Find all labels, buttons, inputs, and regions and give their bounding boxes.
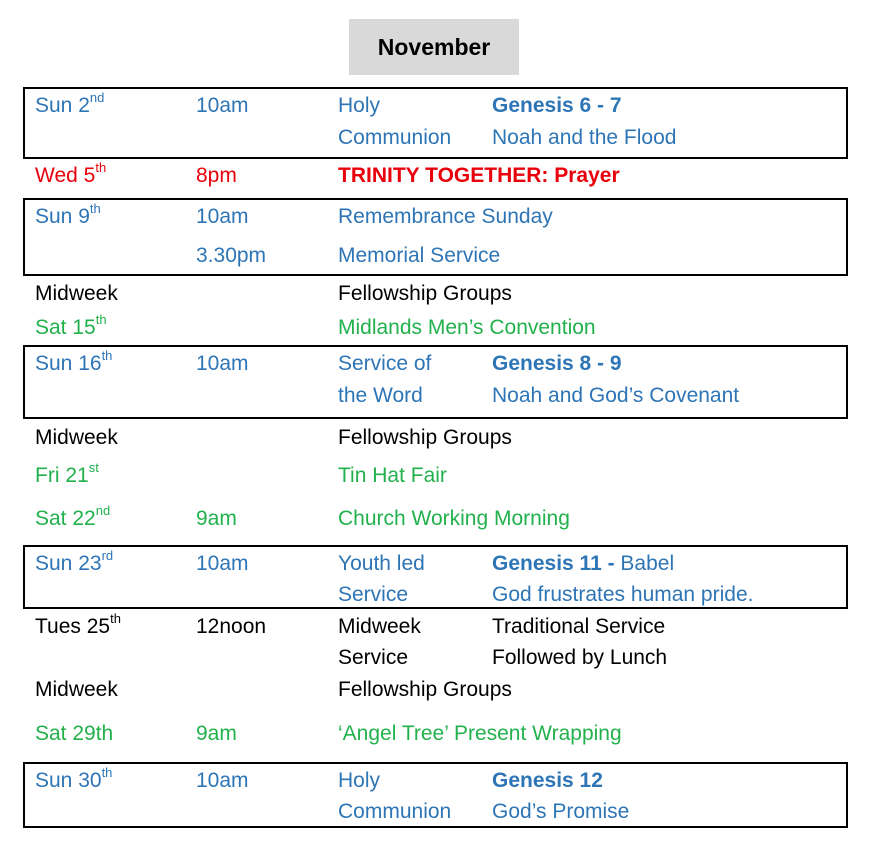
row-time: 10am (196, 352, 249, 375)
row-day: Sat 22nd (35, 503, 111, 530)
row-event: Remembrance Sunday (338, 205, 553, 228)
row-day: Midweek (35, 426, 118, 449)
row-day: Midweek (35, 282, 118, 305)
row-reading: Genesis 8 - 9 (492, 352, 622, 375)
row-service: Youth led (338, 552, 425, 575)
row-time: 9am (196, 507, 237, 530)
row-service: Midweek (338, 615, 421, 638)
row-time: 10am (196, 769, 249, 792)
row-day: Midweek (35, 678, 118, 701)
row-reading-line2: Noah and the Flood (492, 126, 677, 149)
row-service-line2: Service (338, 646, 409, 669)
row-event-line2: Memorial Service (338, 244, 501, 267)
row-time: 9am (196, 722, 237, 745)
row-service: Service of (338, 352, 432, 375)
row-service: Holy (338, 769, 381, 792)
row-event: Fellowship Groups (338, 426, 512, 449)
row-day: Sun 23rd (35, 548, 114, 575)
row-time: 12noon (196, 615, 267, 638)
row-service-line2: the Word (338, 384, 423, 407)
row-service-line2: Communion (338, 800, 452, 823)
page-title: November (349, 19, 519, 75)
row-day: Tues 25th (35, 611, 121, 638)
row-reading-line2: Noah and God’s Covenant (492, 384, 740, 407)
row-day: Sun 16th (35, 348, 113, 375)
row-time: 10am (196, 94, 249, 117)
row-day: Sun 30th (35, 765, 113, 792)
row-event: Church Working Morning (338, 507, 570, 530)
row-day: Sat 29th (35, 722, 114, 745)
row-day: Sun 2nd (35, 90, 105, 117)
row-time: 10am (196, 552, 249, 575)
row-service-line2: Communion (338, 126, 452, 149)
row-event: ‘Angel Tree’ Present Wrapping (338, 722, 622, 745)
row-time: 10am (196, 205, 249, 228)
row-day: Wed 5th (35, 160, 107, 187)
row-day: Sat 15th (35, 312, 107, 339)
row-event: TRINITY TOGETHER: Prayer (338, 164, 620, 187)
row-event: Fellowship Groups (338, 282, 512, 305)
row-reading: Genesis 11 - Babel (492, 552, 675, 575)
row-day: Fri 21st (35, 460, 99, 487)
row-reading-line2: God frustrates human pride. (492, 583, 754, 606)
row-note: Traditional Service (492, 615, 666, 638)
row-time: 8pm (196, 164, 237, 187)
row-note-line2: Followed by Lunch (492, 646, 668, 669)
row-day: Sun 9th (35, 201, 101, 228)
row-time-line2: 3.30pm (196, 244, 267, 267)
row-event: Fellowship Groups (338, 678, 512, 701)
row-service: Holy (338, 94, 381, 117)
row-reading-line2: God’s Promise (492, 800, 630, 823)
row-event: Midlands Men’s Convention (338, 316, 596, 339)
row-service-line2: Service (338, 583, 409, 606)
row-reading: Genesis 6 - 7 (492, 94, 622, 117)
row-reading: Genesis 12 (492, 769, 603, 792)
row-event: Tin Hat Fair (338, 464, 447, 487)
